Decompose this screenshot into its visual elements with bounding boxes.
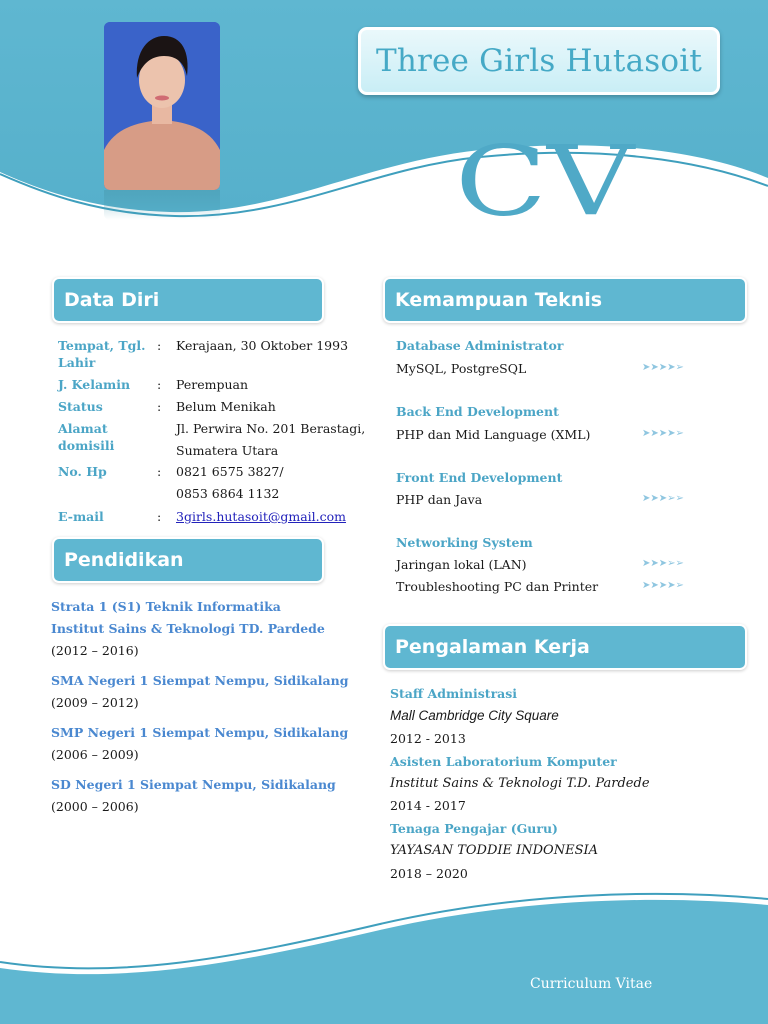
label-status: Status: [58, 399, 103, 414]
label-hp: No. Hp: [58, 464, 107, 479]
kemampuan-header: [383, 277, 747, 323]
edu-item-2-years: (2009 – 2012): [51, 695, 139, 710]
edu-item-3-years: (2006 – 2009): [51, 747, 139, 762]
photo-reflection: [104, 190, 220, 220]
pengalaman-header: [383, 624, 747, 670]
skill-php-java: PHP dan Java: [396, 492, 483, 507]
cv-logo-text: CV: [455, 134, 635, 238]
value-hp-line1: 0821 6575 3827/: [176, 464, 284, 479]
skill-category-backend: Back End Development: [396, 404, 559, 419]
job-2-role: Asisten Laboratorium Komputer: [390, 754, 617, 769]
value-kelamin: Perempuan: [176, 377, 249, 392]
edu-item-4: SD Negeri 1 Siempat Nempu, Sidikalang: [51, 777, 336, 792]
job-3-role: Tenaga Pengajar (Guru): [390, 821, 558, 836]
colon: :: [157, 399, 162, 414]
edu-item-1-years: (2012 – 2016): [51, 643, 139, 658]
job-1-place: Mall Cambridge City Square: [390, 708, 559, 723]
skill-lan: Jaringan lokal (LAN): [396, 557, 527, 572]
edu-item-1-line2: Institut Sains & Teknologi TD. Pardede: [51, 621, 325, 636]
pendidikan-title: Pendidikan: [64, 549, 184, 571]
job-1-years: 2012 - 2013: [390, 731, 466, 746]
edu-item-3: SMP Negeri 1 Siempat Nempu, Sidikalang: [51, 725, 349, 740]
rating-arrows-icon: ➤➤➤➤➢: [642, 362, 684, 373]
pendidikan-header: [52, 537, 324, 583]
rating-arrows-icon: ➤➤➤➢➢: [642, 493, 684, 504]
job-3-years: 2018 – 2020: [390, 866, 468, 881]
job-3-place: YAYASAN TODDIE INDONESIA: [390, 843, 599, 858]
edu-item-2: SMA Negeri 1 Siempat Nempu, Sidikalang: [51, 673, 349, 688]
edu-item-1-line1: Strata 1 (S1) Teknik Informatika: [51, 599, 281, 614]
job-2-place: Institut Sains & Teknologi T.D. Pardede: [390, 776, 650, 791]
kemampuan-title: Kemampuan Teknis: [395, 289, 603, 311]
edu-item-4-years: (2000 – 2006): [51, 799, 139, 814]
cv-logo: [455, 134, 725, 244]
value-tempat-lahir: Kerajaan, 30 Oktober 1993: [176, 338, 349, 353]
skill-mysql: MySQL, PostgreSQL: [396, 361, 527, 376]
colon: :: [157, 377, 162, 392]
skill-php-xml: PHP dan Mid Language (XML): [396, 427, 591, 442]
person-name: Three Girls Hutasoit: [375, 43, 703, 79]
value-alamat-line2: Sumatera Utara: [176, 443, 279, 458]
label-tempat-lahir: Tempat, Tgl. Lahir: [58, 338, 146, 370]
skill-category-networking: Networking System: [396, 535, 533, 550]
footer-text: Curriculum Vitae: [530, 976, 653, 992]
value-alamat-line1: Jl. Perwira No. 201 Berastagi,: [176, 421, 366, 436]
label-kelamin: J. Kelamin: [58, 377, 131, 392]
job-2-years: 2014 - 2017: [390, 798, 466, 813]
rating-arrows-icon: ➤➤➤➤➢: [642, 428, 684, 439]
value-hp-line2: 0853 6864 1132: [176, 486, 280, 501]
pengalaman-title: Pengalaman Kerja: [395, 636, 590, 658]
skill-category-database: Database Administrator: [396, 338, 564, 353]
rating-arrows-icon: ➤➤➤➢➢: [642, 558, 684, 569]
colon: :: [157, 509, 162, 524]
colon: :: [157, 464, 162, 479]
label-email: E-mail: [58, 509, 104, 524]
skill-troubleshooting: Troubleshooting PC dan Printer: [396, 579, 599, 594]
profile-photo: [104, 22, 220, 190]
data-diri-header: [52, 277, 324, 323]
skill-category-frontend: Front End Development: [396, 470, 563, 485]
name-banner: [358, 27, 720, 95]
rating-arrows-icon: ➤➤➤➤➢: [642, 580, 684, 591]
job-1-role: Staff Administrasi: [390, 686, 518, 701]
email-link[interactable]: 3girls.hutasoit@gmail.com: [176, 509, 347, 524]
label-alamat: Alamat domisili: [58, 421, 115, 453]
colon: :: [157, 338, 162, 353]
data-diri-title: Data Diri: [64, 289, 160, 311]
value-status: Belum Menikah: [176, 399, 276, 414]
